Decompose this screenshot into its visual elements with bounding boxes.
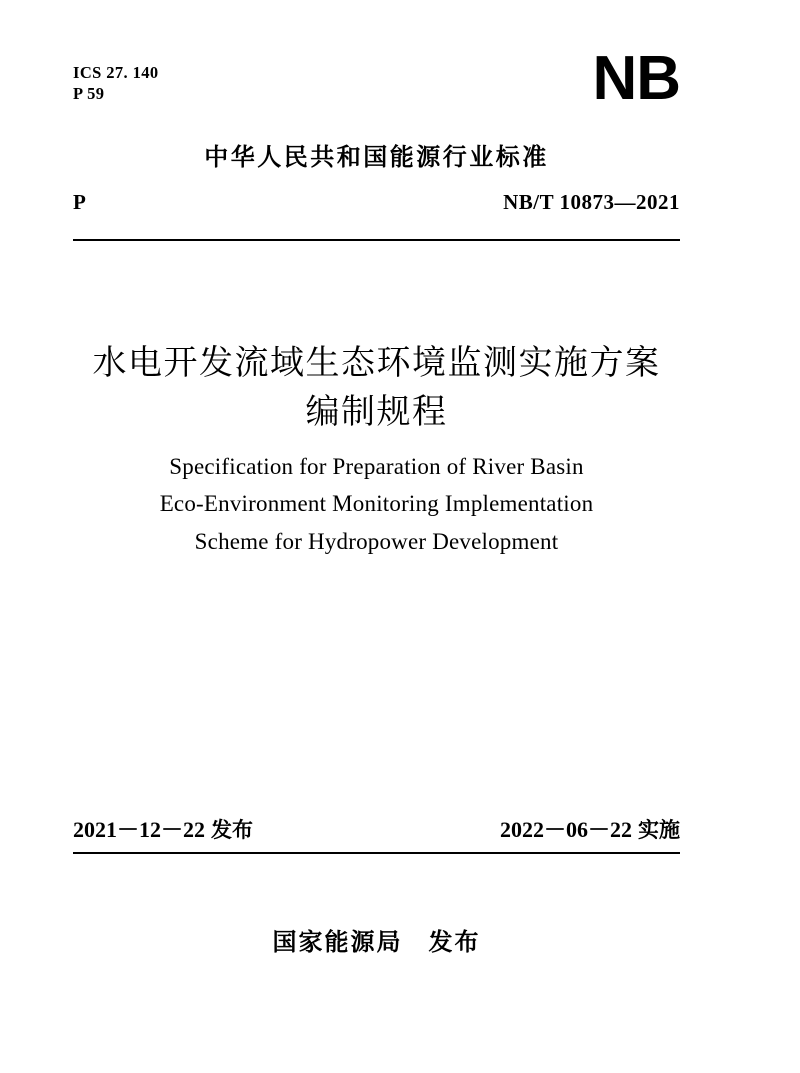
classification-code: P 59 bbox=[73, 84, 105, 104]
ics-classification-text bbox=[73, 58, 159, 105]
footer-divider-rule bbox=[73, 852, 680, 854]
title-english-line-2: Eco-Environment Monitoring Implementation bbox=[159, 491, 594, 517]
issue-date-item bbox=[73, 813, 253, 844]
title-chinese bbox=[73, 339, 680, 438]
issue-date-label: 发布 bbox=[211, 819, 254, 842]
implementation-date-item bbox=[500, 813, 680, 844]
identification-block bbox=[73, 44, 680, 113]
title-chinese-line-2: 编制规程 bbox=[305, 394, 448, 432]
classification-letter: P bbox=[73, 190, 86, 214]
title-english-line-1: Specification for Preparation of River Basin bbox=[169, 454, 584, 479]
standard-number: NB/T 10873—2021 bbox=[503, 190, 680, 214]
title-english bbox=[73, 448, 680, 560]
issue-date: 2021－12－22 bbox=[73, 817, 206, 842]
title-chinese-line-1: 水电开发流域生态环境监测实施方案 bbox=[92, 345, 661, 382]
nb-emblem-logo: NB bbox=[592, 44, 680, 113]
standard-banner-title: 中华人民共和国能源行业标准 bbox=[204, 144, 549, 171]
standard-number-row bbox=[73, 190, 680, 215]
implementation-date: 2022－06－22 bbox=[499, 817, 632, 842]
issuing-authority-line bbox=[73, 922, 680, 957]
title-english-line-3: Scheme for Hydropower Development bbox=[194, 528, 559, 554]
ics-code: ICS 27. 140 bbox=[73, 63, 159, 82]
header-divider-rule bbox=[73, 239, 680, 241]
implementation-date-label: 实施 bbox=[638, 819, 680, 842]
issuing-authority: 国家能源局 bbox=[272, 929, 403, 956]
dates-row bbox=[73, 813, 680, 844]
issuing-action: 发布 bbox=[428, 929, 481, 956]
